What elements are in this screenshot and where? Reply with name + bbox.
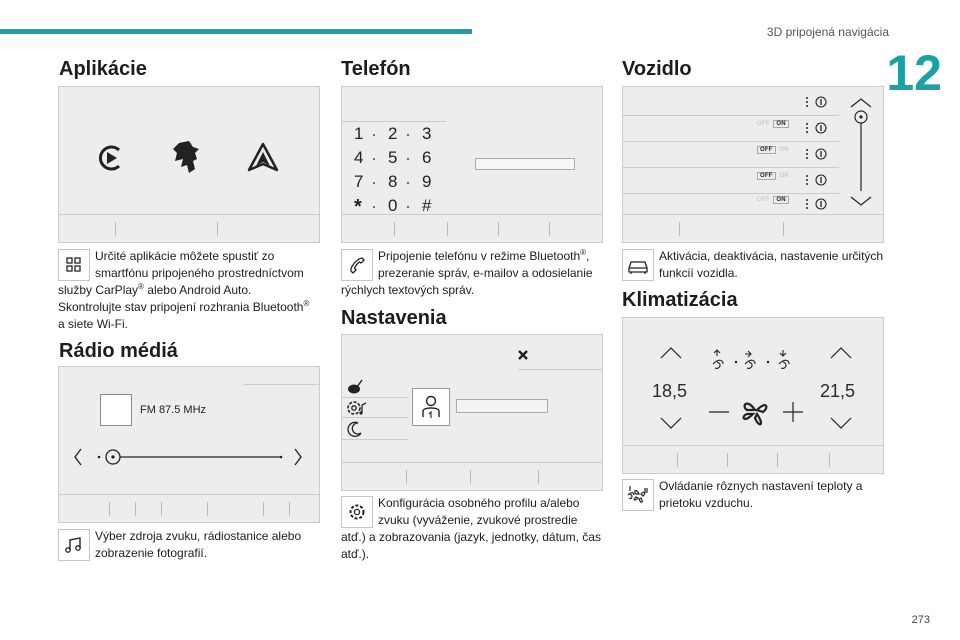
radio-text-line2: zobrazenie fotografií. [95, 546, 208, 560]
peugeot-lion-icon [169, 139, 203, 175]
vehicle-switch-1[interactable] [757, 121, 789, 127]
switch-3-on: ON [779, 173, 789, 179]
page-number: 273 [911, 614, 930, 626]
section-title-settings: Nastavenia [341, 307, 447, 329]
settings-description [341, 495, 606, 563]
apps-text-line3a: služby CarPlay [58, 283, 139, 297]
climate-screen [622, 317, 884, 474]
vehicle-switch-3[interactable] [757, 173, 789, 179]
radio-text-line1: Výber zdroja zvuku, rádiostanice alebo [95, 529, 302, 543]
phone-text-line3: rýchlych textových správ. [341, 283, 475, 297]
sound-settings-icon[interactable] [345, 399, 369, 417]
phone-number-display [475, 158, 575, 170]
key-2[interactable]: 2 [388, 124, 398, 143]
radio-station: FM 87.5 MHz [140, 404, 207, 416]
switch-2-on: ON [779, 147, 789, 153]
climate-text-line1: Ovládanie rôznych nastavení teploty a [659, 479, 863, 493]
phone-reg: ® [580, 248, 587, 257]
climate-text-line2: prietoku vzduchu. [659, 496, 754, 510]
switch-4-off: OFF [757, 197, 770, 203]
keypad-separator-dots [368, 127, 418, 217]
key-4[interactable]: 4 [354, 148, 364, 167]
settings-text-line3: atď.) a zobrazovania (jazyk, jednotky, dátum, čas [341, 530, 601, 544]
radio-artwork-box [100, 394, 132, 426]
android-auto-icon [247, 142, 279, 174]
key-1[interactable]: 1 [354, 124, 364, 143]
apps-screen [58, 86, 320, 243]
settings-screen [341, 334, 603, 491]
key-hash[interactable]: # [422, 196, 432, 215]
switch-1-off: OFF [757, 121, 770, 127]
temp-right-down-icon[interactable] [829, 416, 853, 430]
settings-text-line4: atď.). [341, 547, 370, 561]
apps-text-line5: a siete Wi-Fi. [58, 317, 129, 331]
carplay-icon [95, 142, 125, 174]
fan-speed-control[interactable] [707, 394, 803, 430]
user-profile-icon [413, 389, 449, 425]
vehicle-description [622, 248, 887, 282]
temp-left-down-icon[interactable] [659, 416, 683, 430]
phone-text-line1a: Pripojenie telefónu v režime Bluetooth [378, 249, 581, 263]
section-title-apps: Aplikácie [59, 58, 147, 80]
vehicle-scrollbar[interactable] [847, 97, 875, 209]
chapter-number: 12 [886, 45, 942, 101]
switch-4-on: ON [773, 196, 788, 204]
key-0[interactable]: 0 [388, 196, 398, 215]
profile-name-field [456, 399, 548, 413]
settings-text-line2: zvuku (vyváženie, zvukové prostredie [378, 513, 578, 527]
switch-2-off: OFF [757, 146, 776, 154]
running-title: 3D pripojená navigácia [766, 25, 889, 39]
key-6[interactable]: 6 [422, 148, 432, 167]
vehicle-text-line1: Aktivácia, deaktivácia, nastavenie určitých [659, 249, 884, 263]
temp-right-value: 21,5 [820, 381, 856, 401]
apps-text-line3b: alebo Android Auto. [143, 283, 252, 297]
apps-text-line4a: Skontrolujte stav pripojení rozhrania Bluetooth [58, 300, 304, 314]
apps-text-line4 [58, 299, 323, 316]
apps-reg1: ® [138, 282, 144, 291]
apps-text-line1: Určité aplikácie môžete spustiť zo [95, 249, 275, 263]
radio-description [58, 528, 323, 562]
key-3[interactable]: 3 [422, 124, 432, 143]
radio-screen [58, 366, 320, 523]
vehicle-switch-2[interactable] [757, 147, 789, 153]
temp-right-up-icon[interactable] [829, 346, 853, 360]
apps-description [58, 248, 323, 333]
apps-text-line3 [58, 282, 323, 299]
vehicle-row-info-icons[interactable] [803, 93, 833, 213]
temp-left-up-icon[interactable] [659, 346, 683, 360]
vehicle-text-line2: funkcií vozidla. [659, 266, 738, 280]
key-9[interactable]: 9 [422, 172, 432, 191]
phone-text-line1b: , [586, 249, 590, 263]
key-7[interactable]: 7 [354, 172, 364, 191]
close-icon[interactable] [516, 348, 530, 362]
climate-description [622, 478, 887, 512]
paint-palette-icon[interactable] [346, 379, 364, 395]
key-5[interactable]: 5 [388, 148, 398, 167]
settings-text-line1: Konfigurácia osobného profilu a/alebo [378, 496, 580, 510]
vehicle-screen [622, 86, 884, 243]
header-accent-bar [0, 29, 472, 34]
section-title-radio: Rádio médiá [59, 340, 178, 362]
section-title-vehicle: Vozidlo [622, 58, 692, 80]
temp-left-value: 18,5 [652, 381, 688, 401]
radio-tuning-slider [71, 445, 311, 469]
phone-screen [341, 86, 603, 243]
apps-text-line2: smartfónu pripojeného prostredníctvom [95, 266, 304, 280]
key-star[interactable]: * [354, 196, 362, 218]
section-title-climate: Klimatizácia [622, 289, 738, 311]
profile-button[interactable] [412, 388, 450, 426]
phone-text-line1 [341, 248, 606, 265]
switch-3-off: OFF [757, 172, 776, 180]
switch-1-on: ON [773, 120, 788, 128]
apps-reg2: ® [303, 299, 310, 308]
section-title-phone: Telefón [341, 58, 411, 80]
vehicle-switch-4[interactable] [757, 197, 789, 203]
phone-description [341, 248, 606, 299]
phone-text-line2: prezeranie správ, e-mailov a odosielanie [378, 266, 593, 280]
night-mode-moon-icon[interactable] [347, 421, 363, 437]
key-8[interactable]: 8 [388, 172, 398, 191]
air-distribution-icons[interactable] [709, 348, 805, 374]
